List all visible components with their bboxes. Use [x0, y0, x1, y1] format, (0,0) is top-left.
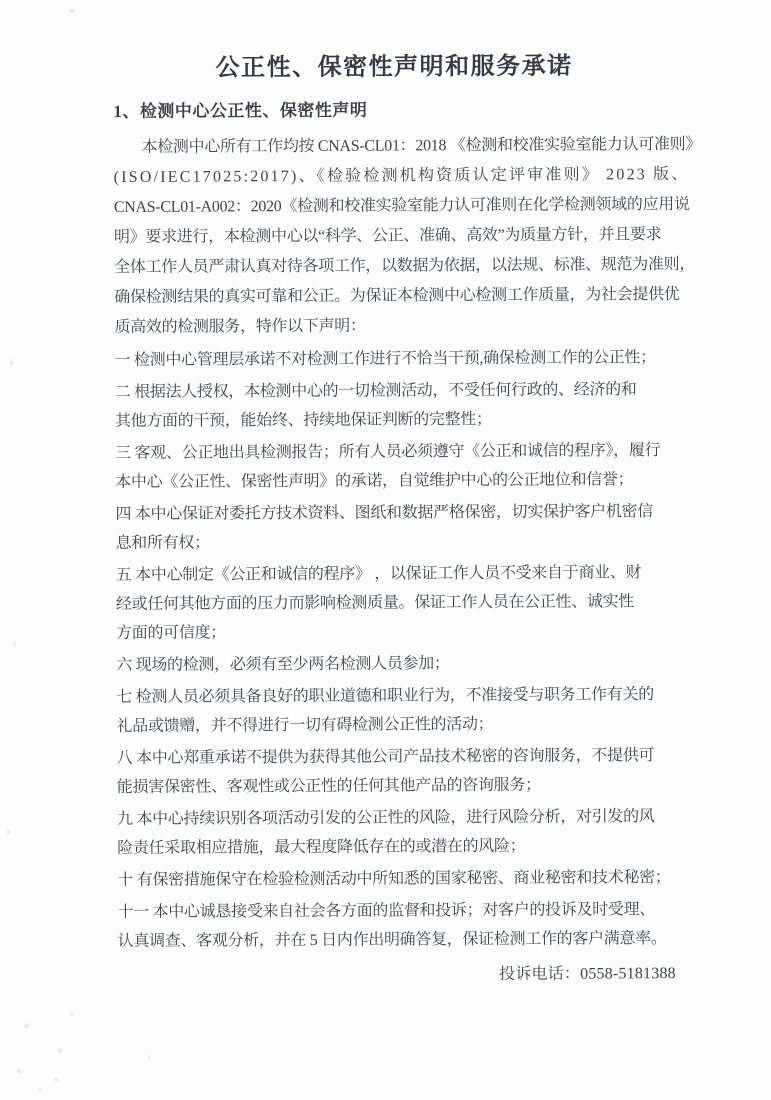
complaint-phone: 投诉电话：0558-5181388 [499, 965, 676, 983]
declaration-line: 十一 本中心诚恳接受来自社会各方面的监督和投诉；对客户的投诉及时受理、 [117, 901, 656, 921]
declaration-line: 方面的可信度； [116, 624, 226, 642]
paragraph-line: 本检测中心所有工作均按 CNAS-CL01：2018 《检测和校准实验室能力认可准则》 [141, 135, 702, 156]
paragraph-line: CNAS-CL01-A002：2020《检测和校准实验室能力认可准则在化学检测领域的应用说 [113, 195, 690, 216]
scan-artifact [70, 9, 74, 13]
declaration-line: 本中心《公正性、保密性声明》的承诺，自觉维护中心的公正地位和信誉； [115, 471, 634, 491]
declaration-line: 五 本中心制定《公正和诚信的程序》 ，以保证工作人员不受来自于商业、财 [115, 564, 642, 584]
intro-paragraph [113, 130, 702, 343]
scan-artifact [148, 1056, 151, 1059]
declaration-line: 险责任采取相应措施，最大程度降低存在的或潜在的风险； [117, 837, 526, 857]
declaration-line: 认真调查、客观分析，并在 5 日内作出明确答复，保证检测工作的客户满意率。 [117, 930, 667, 950]
paragraph-line: 质高效的检测服务，特作以下声明： [114, 317, 366, 336]
declaration-line: 十 有保密措施保守在检验检测活动中所知悉的国家秘密、商业秘密和技术秘密； [117, 869, 671, 889]
declaration-line: 八 本中心郑重承诺不提供为获得其他公司产品技术秘密的咨询服务，不提供可 [116, 747, 655, 767]
paragraph-line: (ISO/IEC17025:2017)、《检验检测机构资质认定评审准则》 2023 版、 [113, 165, 690, 186]
scan-artifact [54, 1078, 59, 1081]
scan-artifact [58, 1048, 62, 1053]
declaration-line: 二 根据法人授权，本检测中心的一切检测活动，不受任何行政的、经济的和 [114, 381, 637, 401]
declaration-list [115, 343, 680, 956]
document-title: 公正性、保密性声明和服务承诺 [215, 53, 573, 82]
scan-artifact [13, 642, 16, 646]
declaration-line: 七 检测人员必须具备良好的职业道德和职业行为，不准接受与职务工作有关的 [116, 686, 654, 706]
scan-artifact [10, 360, 13, 365]
scan-artifact [17, 1069, 21, 1073]
scan-artifact [7, 830, 10, 834]
declaration-line: 三 客观、公正地出具检测报告；所有人员必须遵守《公正和诚信的程序》，履行 [115, 442, 661, 462]
paragraph-line: 全体工作人员严肃认真对待各项工作，以数据为依据，以法规、标准、规范为准则， [114, 255, 696, 276]
declaration-line: 其他方面的干预，能始终、持续地保证判断的完整性； [114, 411, 492, 430]
declaration-line: 一 检测中心管理层承诺不对检测工作进行不恰当干预,确保检测工作的公正性； [114, 349, 656, 369]
declaration-line: 能损害保密性、客观性或公正性的任何其他产品的咨询服务； [116, 776, 541, 796]
document-body [113, 49, 702, 992]
declaration-line: 息和所有权； [115, 534, 210, 552]
declaration-line: 九 本中心持续识别各项活动引发的公正性的风险，进行风险分析，对引发的风 [116, 808, 655, 828]
declaration-line: 六 现场的检测，必须有至少两名检测人员参加； [116, 655, 450, 674]
scan-artifact [38, 1088, 42, 1091]
paragraph-line: 明》要求进行，本检测中心以“科学、公正、准确、高效”为质量方针，并且要求 [113, 226, 662, 246]
declaration-line: 礼品或馈赠，并不得进行一切有碍检测公正性的活动； [116, 716, 494, 735]
scan-artifact [24, 1024, 29, 1028]
declaration-line: 经或任何其他方面的压力而影响检测质量。保证工作人员在公正性、诚实性 [115, 593, 635, 613]
section-heading: 1、检测中心公正性、保密性声明 [113, 100, 368, 121]
paragraph-line: 确保检测结果的真实可靠和公正。为保证本检测中心检测工作质量，为社会提供优 [114, 286, 680, 306]
declaration-line: 四 本中心保证对委托方技术资料、图纸和数据严格保密，切实保护客户机密信 [115, 503, 653, 523]
scan-artifact [70, 1012, 73, 1016]
